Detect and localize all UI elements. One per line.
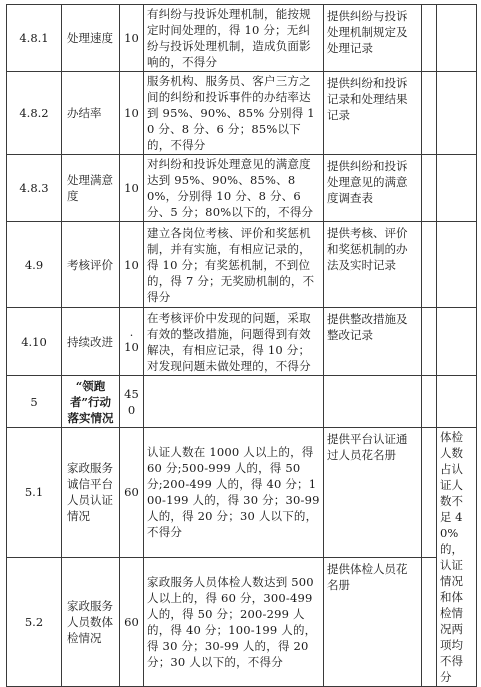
item-material: 提供纠纷和投诉记录和处理结果记录 [324,72,422,155]
table-row [7,308,477,376]
item-material: 提供整改措施及整改记录 [324,308,422,376]
item-score: 450 [120,376,144,428]
item-name: “领跑者”行动落实情况 [62,376,120,428]
item-criteria: 认证人数在 1000 人以上的，得 60 分;500-999 人的，得 50 分;200-499 人的，得 40 分；100-199 人的，得 30 分；30-99 人的，得 20 分；30 人以下的，不得分 [144,428,324,558]
item-note [437,308,477,376]
dot-mark: . [129,325,134,339]
empty-cell [422,557,437,687]
item-note [437,222,477,308]
item-criteria: 在考核评价中发现的问题，采取有效的整改措施，问题得到有效解决，有相应记录，得 10 分；对发现问题未做处理的，不得分 [144,308,324,376]
item-criteria: 有纠纷与投诉处理机制，能按规定时间处理的，得 10 分；无纠纷与投诉处理机制，造成负面影响的，不得分 [144,5,324,72]
item-criteria [144,376,324,428]
item-number: 4.9 [7,222,62,308]
item-name: 家政服务人员数体检情况 [62,557,120,687]
empty-cell [422,308,437,376]
item-score: 10 [120,155,144,222]
table-row [7,222,477,308]
item-criteria: 建立各岗位考核、评价和奖惩机制，并有实施，有相应记录的，得 10 分；有奖惩机制，不到位的，得 7 分；无奖励机制的，不得分 [144,222,324,308]
item-score: 60 [120,428,144,558]
item-material [324,376,422,428]
empty-cell [422,5,437,72]
item-score: 10 [120,5,144,72]
item-criteria: 服务机构、服务员、客户三方之间的纠纷和投诉事件的办结率达到 95%、90%、85% 分别得 10 分、8 分、6 分；85%以下的，不得分 [144,72,324,155]
item-score: 10 [120,72,144,155]
item-note: 体检人数占认证人数不足 40%的，认证情况和体检情况两项均不得分 [437,428,477,687]
item-criteria: 对纠纷和投诉处理意见的满意度达到 95%、90%、85%、80%，分别得 10 分、8 分、6 分、5 分；80%以下的，不得分 [144,155,324,222]
item-note [437,155,477,222]
item-name: 处理速度 [62,5,120,72]
table-row [7,5,477,72]
item-material: 提供纠纷与投诉处理机制规定及处理记录 [324,5,422,72]
item-material: 提供考核、评价和奖惩机制的办法及实时记录 [324,222,422,308]
item-number: 5.1 [7,428,62,558]
item-note [437,5,477,72]
item-note [437,376,477,428]
empty-cell [422,428,437,558]
item-number: 5.2 [7,557,62,687]
item-score: 10 [124,339,139,354]
item-name: 考核评价 [62,222,120,308]
empty-cell [422,155,437,222]
item-number: 4.10 [7,308,62,376]
table-row [7,376,477,428]
item-number: 4.8.1 [7,5,62,72]
item-material: 提供纠纷和投诉处理意见的满意度调查表 [324,155,422,222]
empty-cell [422,72,437,155]
table-row [7,428,477,558]
item-name: 家政服务诚信平台人员认证情况 [62,428,120,558]
evaluation-table [6,4,477,687]
table-row [7,557,477,687]
table-row [7,72,477,155]
item-name: 持续改进 [62,308,120,376]
empty-cell [422,376,437,428]
item-score: 10 [120,222,144,308]
item-criteria: 家政服务人员体检人数达到 500 人以上的，得 60 分，300-499 人的，得 50 分；200-299 人的，得 40 分；100-199 人的，得 30 分；30-99 人的，得 20 分；30 人以下的，不得分 [144,557,324,687]
item-note [437,72,477,155]
item-number: 4.8.2 [7,72,62,155]
table-row [7,155,477,222]
item-score-cell [120,308,144,376]
empty-cell [422,222,437,308]
item-number: 4.8.3 [7,155,62,222]
item-number: 5 [7,376,62,428]
item-name: 办结率 [62,72,120,155]
item-material: 提供体检人员花名册 [324,557,422,687]
item-name: 处理满意度 [62,155,120,222]
item-score: 60 [120,557,144,687]
item-material: 提供平台认证通过人员花名册 [324,428,422,558]
